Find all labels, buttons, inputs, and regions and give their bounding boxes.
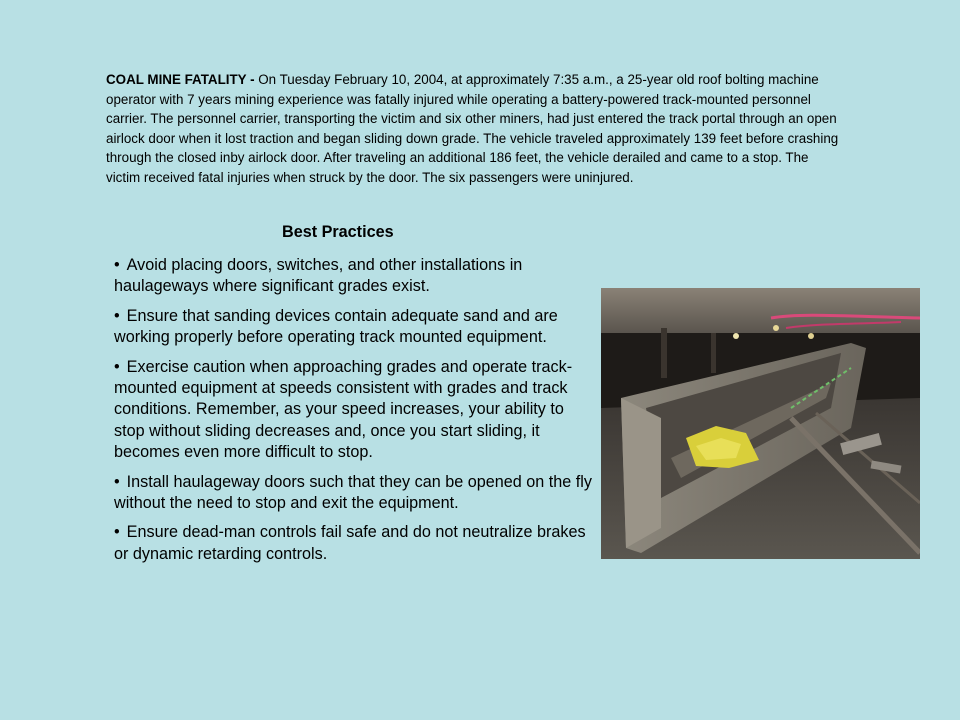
best-practice-item: [114, 357, 594, 464]
best-practices-heading: Best Practices: [282, 223, 394, 241]
accident-scene-photo: [601, 288, 920, 559]
best-practice-text: Exercise caution when approaching grades and operate track-mounted equipment at speeds consistent with grades and track conditions. Remember, as your speed increases, your ability to stop without sliding decreases and, once you start sliding, it becomes even more difficult to stop.: [114, 357, 573, 462]
bullet-icon: •: [114, 472, 120, 491]
bullet-icon: •: [114, 306, 120, 325]
best-practice-item: [114, 306, 594, 349]
best-practices-list: [114, 255, 594, 573]
incident-text: On Tuesday February 10, 2004, at approximately 7:35 a.m., a 25-year old roof bolting machine operator with 7 years mining experience was fatally injured while operating a battery-powered track-mounted personnel carrier. The personnel carrier, transporting the victim and six other miners, had just entered the track portal through an open airlock door when it lost traction and began sliding down grade. The vehicle traveled approximately 139 feet before crashing through the closed inby airlock door. After traveling an additional 186 feet, the vehicle derailed and came to a stop. The victim received fatal injuries when struck by the door. The six passengers were uninjured.: [106, 72, 839, 185]
bullet-icon: •: [114, 357, 120, 376]
best-practice-text: Ensure that sanding devices contain adequate sand and are working properly before operating track mounted equipment.: [114, 306, 558, 347]
incident-title: COAL MINE FATALITY -: [106, 72, 255, 87]
best-practice-text: Ensure dead-man controls fail safe and do not neutralize brakes or dynamic retarding controls.: [114, 523, 586, 563]
best-practice-text: Avoid placing doors, switches, and other installations in haulageways where significant grades exist.: [114, 256, 523, 296]
bullet-icon: •: [114, 523, 120, 542]
best-practice-item: [114, 255, 594, 298]
mine-car-image: [601, 288, 920, 559]
incident-description: [106, 70, 846, 187]
best-practice-item: [114, 472, 594, 515]
best-practice-item: [114, 522, 594, 565]
best-practice-text: Install haulageway doors such that they can be opened on the fly without the need to stop and exit the equipment.: [114, 472, 592, 513]
bullet-icon: •: [114, 256, 120, 274]
